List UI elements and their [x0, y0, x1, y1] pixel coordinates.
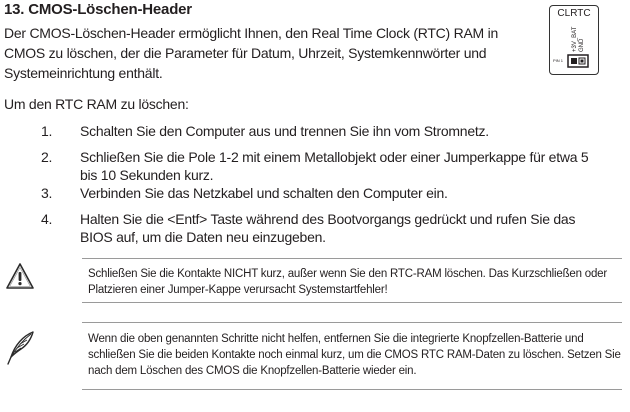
- step-text: Verbinden Sie das Netzkabel und schalten den Computer ein.: [80, 185, 448, 201]
- pin-1: [571, 58, 577, 64]
- pin-label-gnd: GND: [579, 38, 585, 52]
- note-divider-bottom: [82, 302, 622, 303]
- step-number: 2.: [41, 149, 53, 165]
- pin-label-bat: +3V_BAT: [572, 26, 578, 52]
- step-number: 3.: [41, 185, 53, 201]
- step-text: Halten Sie die <Entf> Taste während des Bootvorgangs gedrückt und rufen Sie das BIOS auf, um die Daten neu einzugeben.: [80, 211, 576, 245]
- jumper-pins-graphic: [550, 6, 598, 74]
- pin-2-core: [581, 60, 584, 63]
- tip-divider-bottom: [82, 389, 622, 390]
- warning-note-text: Schließen Sie die Kontakte NICHT kurz, außer wenn Sie den RTC-RAM löschen. Das Kurzschließen oder Platzieren einer Jumper-Kappe verursacht Systemstartfehler!: [88, 268, 607, 296]
- step-number: 1.: [41, 123, 53, 139]
- section-title: 13. CMOS-Löschen-Header: [4, 1, 192, 18]
- note-divider-top: [82, 258, 622, 259]
- warning-triangle-icon: [5, 262, 35, 290]
- quill-pen-icon: [6, 330, 36, 366]
- step-text: Schalten Sie den Computer aus und trennen Sie ihn vom Stromnetz.: [80, 123, 489, 139]
- pin1-label: PIN 1: [553, 58, 564, 63]
- section-intro: Der CMOS-Löschen-Header ermöglicht Ihnen, den Real Time Clock (RTC) RAM in CMOS zu löschen, der die Parameter für Datum, Uhrzeit, Systemkennwörter und Systemeinrichtung enthält.: [4, 25, 498, 81]
- tip-note-text: Wenn die oben genannten Schritte nicht helfen, entfernen Sie die integrierte Knopfzellen-Batterie und schließen Sie die beiden Kontakte noch einmal kurz, um die CMOS RTC RAM-Daten zu löschen. Setzen Sie nach dem Löschen des CMOS die Knopfzellen-Batterie wieder ein.: [88, 333, 621, 377]
- clrtc-header-diagram: [549, 5, 599, 75]
- step-text: Schließen Sie die Pole 1-2 mit einem Metallobjekt oder einer Jumperkappe für etwa 5 bis 10 Sekunden kurz.: [80, 149, 589, 183]
- tip-divider-top: [82, 322, 622, 323]
- step-number: 4.: [41, 211, 53, 227]
- header-label: CLRTC: [557, 8, 591, 19]
- procedure-lead: Um den RTC RAM zu löschen:: [4, 96, 189, 112]
